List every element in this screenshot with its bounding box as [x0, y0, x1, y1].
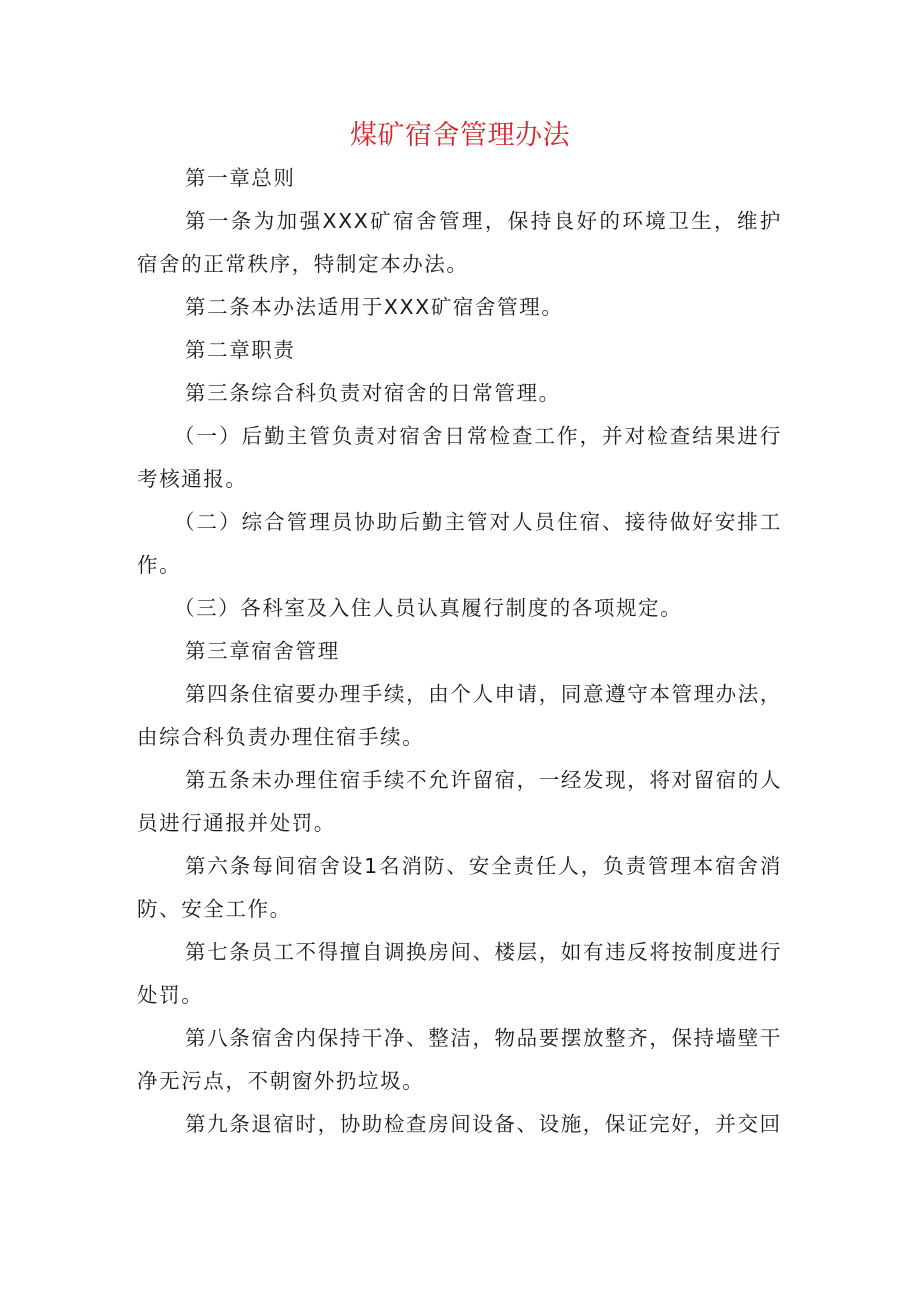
chapter-heading: 第一章总则	[185, 166, 296, 190]
article-paragraph: 第六条每间宿舍设1名消防、安全责任人，负责管理本宿舍消防、安全工作。	[137, 854, 782, 921]
chapter-heading: 第三章宿舍管理	[185, 639, 340, 663]
article-paragraph: 第五条未办理住宿手续不允许留宿，一经发现，将对留宿的人员进行通报并处罚。	[137, 768, 782, 835]
list-item-paragraph: （三）各科室及入住人员认真履行制度的各项规定。	[174, 596, 683, 620]
article-paragraph: 第九条退宿时，协助检查房间设备、设施，保证完好，并交回	[185, 1112, 782, 1136]
article-paragraph: 第三条综合科负责对宿舍的日常管理。	[185, 381, 561, 405]
article-paragraph: 第四条住宿要办理手续，由个人申请，同意遵守本管理办法，由综合科负责办理住宿手续。	[137, 682, 782, 749]
document-body	[137, 157, 782, 1146]
article-paragraph: 第一条为加强XXX矿宿舍管理，保持良好的环境卫生，维护宿舍的正常秩序，特制定本办法。	[137, 209, 782, 276]
list-item-paragraph: （二）综合管理员协助后勤主管对人员住宿、接待做好安排工作。	[137, 510, 782, 577]
article-paragraph: 第二条本办法适用于XXX矿宿舍管理。	[185, 295, 564, 319]
list-item-paragraph: （一）后勤主管负责对宿舍日常检查工作，并对检查结果进行考核通报。	[137, 424, 782, 491]
article-paragraph: 第八条宿舍内保持干净、整洁，物品要摆放整齐，保持墙壁干净无污点，不朝窗外扔垃圾。	[137, 1026, 782, 1093]
chapter-heading: 第二章职责	[185, 338, 296, 362]
document-title: 煤矿宿舍管理办法	[350, 120, 570, 151]
article-paragraph: 第七条员工不得擅自调换房间、楼层，如有违反将按制度进行处罚。	[137, 940, 782, 1007]
